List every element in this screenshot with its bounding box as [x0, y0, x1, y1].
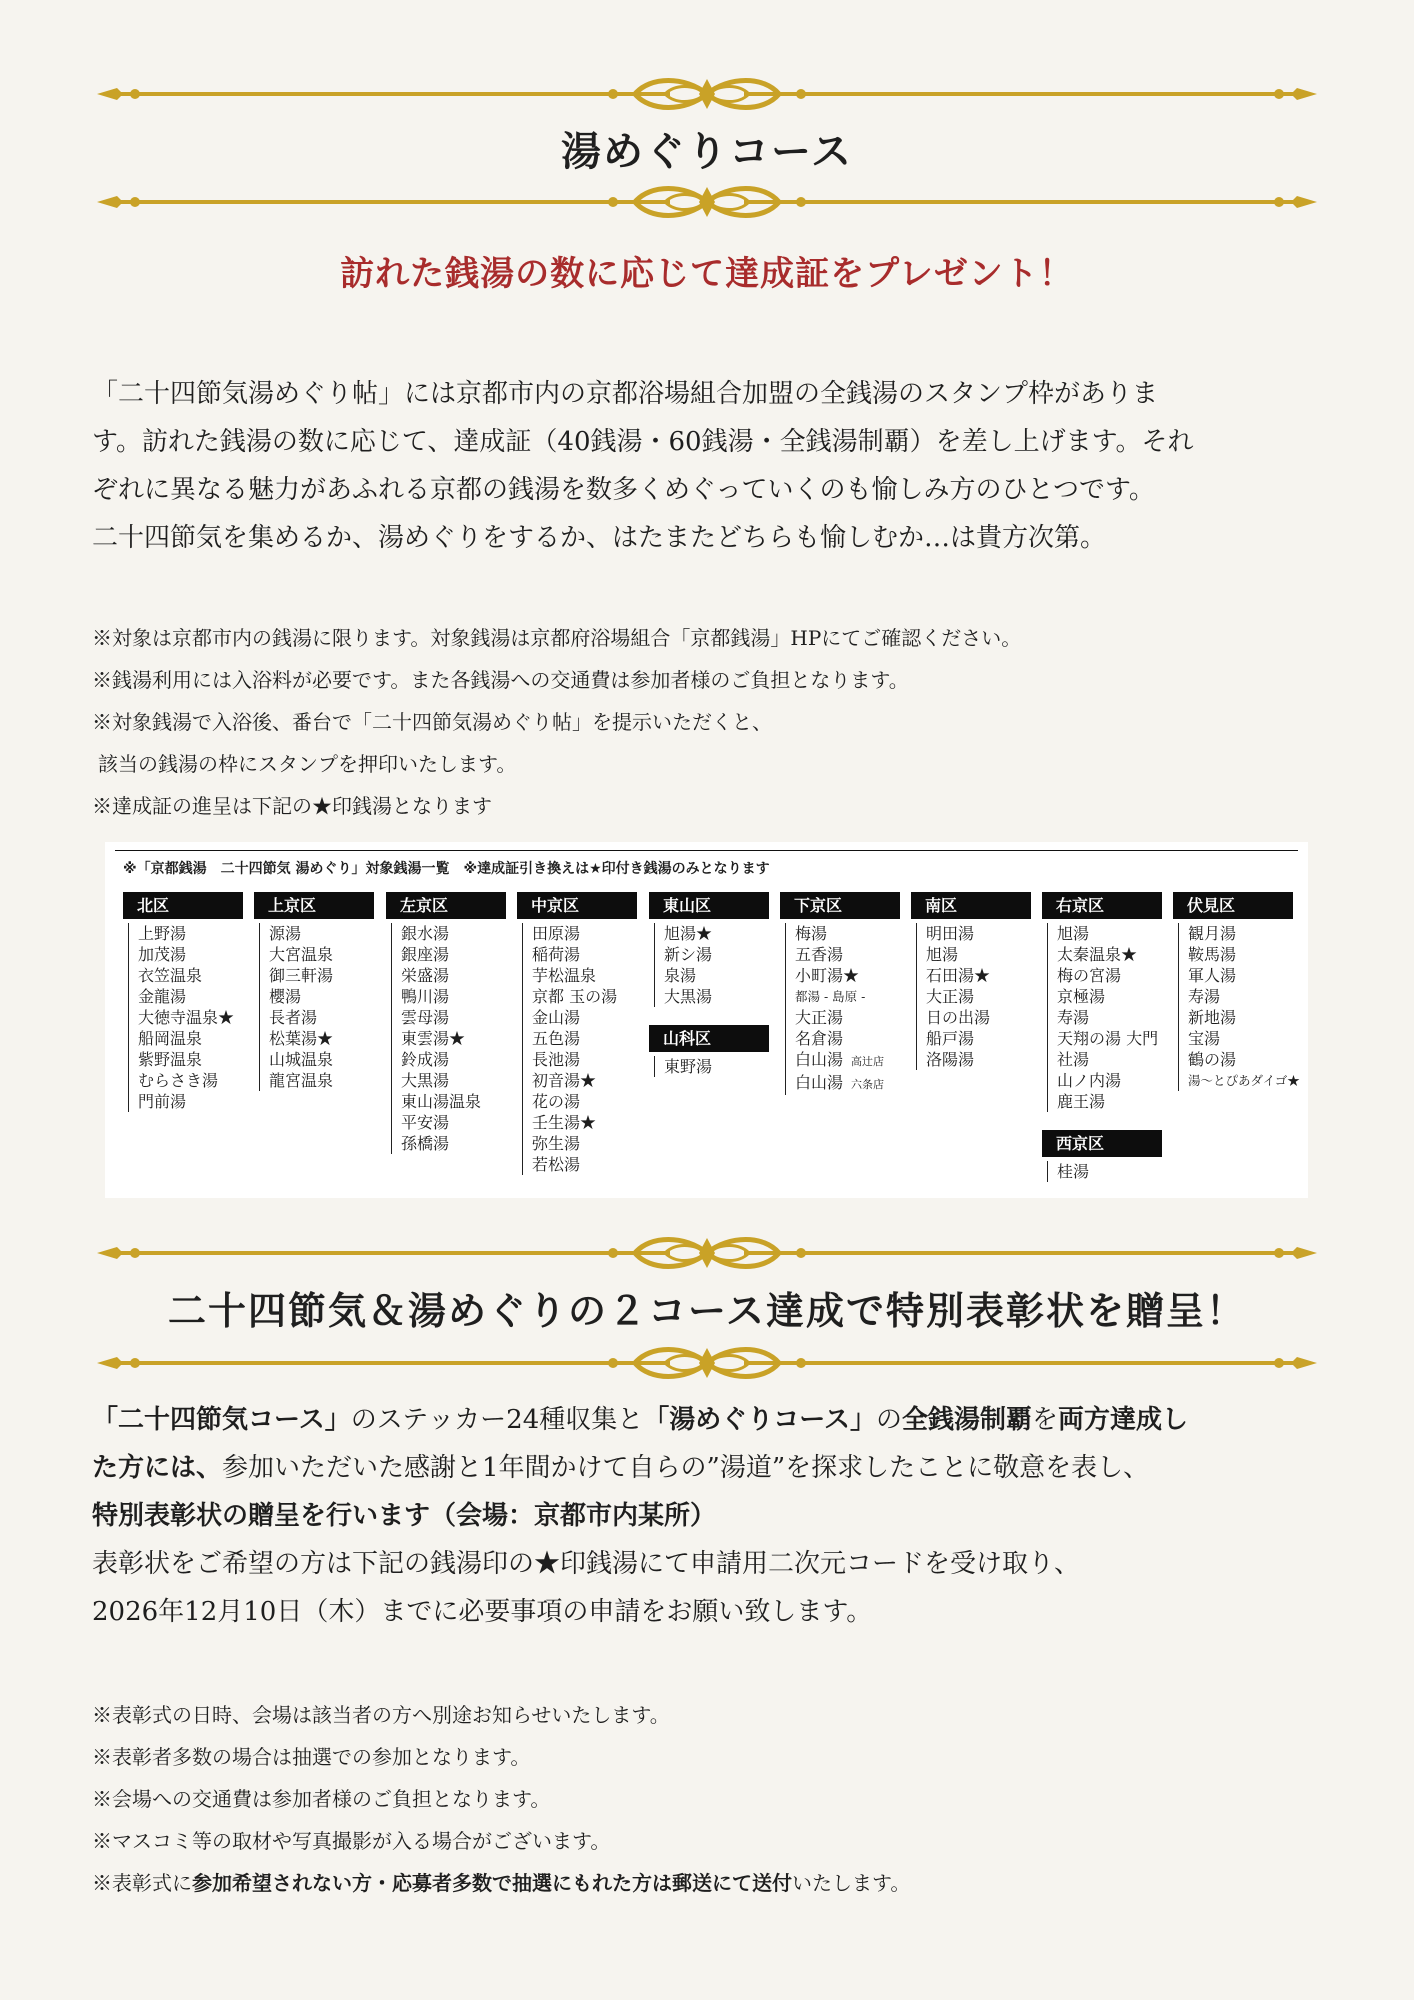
bath-name: 五香湯 — [795, 945, 844, 964]
bold-text: た方には、 — [92, 1453, 223, 1483]
bath-name: 櫻湯 — [269, 987, 302, 1006]
bath-name: 門前湯 — [138, 1092, 187, 1111]
text-span: を — [1032, 1405, 1059, 1435]
bath-name: 御三軒湯 — [269, 966, 334, 985]
bath-name: 洛陽湯 — [926, 1050, 975, 1069]
bath-name: 寿湯 — [1057, 1008, 1090, 1027]
bath-name: 社湯 — [1057, 1050, 1090, 1069]
ward-header: 山科区 — [649, 1025, 769, 1052]
bath-name: 京都 玉の湯 — [532, 987, 618, 1006]
bath-list — [654, 1056, 769, 1077]
ward-header: 伏見区 — [1173, 892, 1293, 919]
bath-name: 壬生湯★ — [532, 1113, 597, 1132]
ward-column-nakagyo — [517, 892, 637, 1175]
ward-column-fushimi — [1173, 892, 1300, 1091]
bath-name: 長者湯 — [269, 1008, 318, 1027]
gold-ornament-divider — [95, 182, 1319, 222]
bath-name: 太秦温泉★ — [1057, 945, 1138, 964]
section-subtitle: 訪れた銭湯の数に応じて達成証をプレゼント！ — [340, 254, 1074, 294]
bath-name — [795, 1049, 900, 1072]
bath-list — [259, 923, 374, 1091]
bath-name: 長池湯 — [532, 1050, 581, 1069]
text-line — [92, 1492, 1342, 1540]
bath-list — [522, 923, 637, 1175]
bath-name: 加茂湯 — [138, 945, 187, 964]
bath-name: 稲荷湯 — [532, 945, 581, 964]
text-line — [92, 1396, 1342, 1444]
bath-name: 東山湯温泉 — [401, 1092, 482, 1111]
note-item: ※表彰者多数の場合は抽選での参加となります。 — [92, 1745, 531, 1769]
bath-name: 観月湯 — [1188, 924, 1237, 943]
bold-text: 「湯めぐりコース」 — [643, 1405, 876, 1435]
bath-list — [785, 923, 900, 1095]
note-item: ※達成証の進呈は下記の★印銭湯となります — [92, 794, 492, 818]
bath-name: 鶴の湯 — [1188, 1050, 1237, 1069]
bold-text: 「二十四節気コース」 — [92, 1405, 351, 1435]
text-span: ※表彰式に — [92, 1871, 192, 1895]
note-item: ※会場への交通費は参加者様のご負担となります。 — [92, 1787, 551, 1811]
bath-name: 芋松温泉 — [532, 966, 597, 985]
award-notes-list — [92, 1694, 1342, 1904]
text-line: 表彰状をご希望の方は下記の銭湯印の★印銭湯にて申請用二次元コードを受け取り、 — [92, 1549, 1081, 1579]
bath-name: 東雲湯★ — [401, 1029, 466, 1048]
gold-ornament-divider — [95, 1233, 1319, 1273]
bath-name: 旭湯 — [926, 945, 959, 964]
bath-name: 天翔の湯 大門 — [1057, 1029, 1159, 1048]
bath-name: 銀水湯 — [401, 924, 450, 943]
bath-name: 宝湯 — [1188, 1029, 1221, 1048]
bath-name: 東野湯 — [664, 1057, 713, 1076]
bath-name: 旭湯 — [1057, 924, 1090, 943]
ward-header: 南区 — [911, 892, 1031, 919]
bath-name: 明田湯 — [926, 924, 975, 943]
bath-list — [916, 923, 1031, 1070]
sento-list-table — [105, 842, 1308, 1198]
note-item: ※対象銭湯で入浴後、番台で「二十四節気湯めぐり帖」を提示いただくと、 — [92, 710, 772, 734]
bath-name: 源湯 — [269, 924, 302, 943]
section-title-yumeguri: 湯めぐりコース — [561, 128, 853, 175]
bath-name: 紫野温泉 — [138, 1050, 203, 1069]
bath-name: 栄盛湯 — [401, 966, 450, 985]
bath-list — [1178, 923, 1300, 1091]
bath-name: 旭湯★ — [664, 924, 713, 943]
bath-branch: 六条店 — [851, 1078, 885, 1091]
bath-name: 平安湯 — [401, 1113, 450, 1132]
ward-column-higashiyama — [649, 892, 769, 1007]
bold-text: 参加希望されない方・応募者多数で抽選にもれた方は郵送にて送付 — [192, 1871, 792, 1895]
bath-name: 金山湯 — [532, 1008, 581, 1027]
notes-list — [92, 617, 1342, 827]
note-item: ※銭湯利用には入浴料が必要です。また各銭湯への交通費は参加者様のご負担となります。 — [92, 668, 909, 692]
text-line: 「二十四節気湯めぐり帖」には京都市内の京都浴場組合加盟の全銭湯のスタンプ枠がありま — [92, 379, 1159, 409]
bath-name: 孫橋湯 — [401, 1134, 450, 1153]
bath-name: 日の出湯 — [926, 1008, 991, 1027]
note-item: 該当の銭湯の枠にスタンプを押印いたします。 — [98, 752, 517, 776]
bath-name: 都湯 - 島原 - — [795, 989, 866, 1004]
bath-list — [1047, 1161, 1162, 1182]
bath-name: 泉湯 — [664, 966, 697, 985]
ward-column-sakyo — [386, 892, 506, 1154]
text-span: 参加いただいた感謝と1年間かけて自らの”湯道”を探求したことに敬意を表し、 — [222, 1453, 1150, 1483]
section-title-special-award: 二十四節気＆湯めぐりの２コース達成で特別表彰状を贈呈！ — [167, 1288, 1247, 1333]
text-line: 2026年12月10日（木）までに必要事項の申請をお願い致します。 — [92, 1597, 873, 1627]
bath-name: 鞍馬湯 — [1188, 945, 1237, 964]
bold-text: 両方達成し — [1058, 1405, 1189, 1435]
note-item: ※マスコミ等の取材や写真撮影が入る場合がございます。 — [92, 1829, 611, 1853]
bath-name: 金龍湯 — [138, 987, 187, 1006]
ward-header: 左京区 — [386, 892, 506, 919]
bath-name: 山城温泉 — [269, 1050, 334, 1069]
intro-paragraph — [92, 370, 1342, 562]
bath-name: 梅の宮湯 — [1057, 966, 1122, 985]
ward-column-kita — [123, 892, 243, 1112]
bold-text: 全銭湯制覇 — [902, 1405, 1033, 1435]
bath-name: 鈴成湯 — [401, 1050, 450, 1069]
note-item: ※表彰式の日時、会場は該当者の方へ別途お知らせいたします。 — [92, 1703, 670, 1727]
bath-name: 船岡温泉 — [138, 1029, 203, 1048]
note-item: ※対象は京都市内の銭湯に限ります。対象銭湯は京都府浴場組合「京都銭湯」HPにてご確認ください。 — [92, 626, 1022, 650]
bath-name-text: 白山湯 — [795, 1073, 844, 1092]
bath-name: 大黒湯 — [401, 1071, 450, 1090]
text-line: 二十四節気を集めるか、湯めぐりをするか、はたまたどちらも愉しむか…は貴方次第。 — [92, 523, 1107, 553]
ward-header: 西京区 — [1042, 1130, 1162, 1157]
bath-name: 小町湯★ — [795, 966, 860, 985]
ward-column-yamashina — [649, 1025, 769, 1077]
bath-name: 松葉湯★ — [269, 1029, 334, 1048]
bath-name: 京極湯 — [1057, 987, 1106, 1006]
ward-header: 上京区 — [254, 892, 374, 919]
bath-list — [391, 923, 506, 1154]
text-span: の — [875, 1405, 902, 1435]
bath-name: 弥生湯 — [532, 1134, 581, 1153]
bath-name: 船戸湯 — [926, 1029, 975, 1048]
bath-name: 鹿王湯 — [1057, 1092, 1106, 1111]
bath-name: 衣笠温泉 — [138, 966, 203, 985]
bath-name: 龍宮温泉 — [269, 1071, 334, 1090]
ward-column-minami — [911, 892, 1031, 1070]
text-line: す。訪れた銭湯の数に応じて、達成証（40銭湯・60銭湯・全銭湯制覇）を差し上げます。それ — [92, 427, 1194, 457]
bath-name: 寿湯 — [1188, 987, 1221, 1006]
bath-name: 名倉湯 — [795, 1029, 844, 1048]
ward-column-nishikyo — [1042, 1130, 1162, 1182]
text-line — [92, 1444, 1342, 1492]
bath-name: むらさき湯 — [138, 1071, 219, 1090]
ward-header: 中京区 — [517, 892, 637, 919]
bold-text: （会場：京都市内某所） — [430, 1501, 717, 1531]
bath-name: 桂湯 — [1057, 1162, 1090, 1181]
table-heading: ※「京都銭湯 二十四節気 湯めぐり」対象銭湯一覧 ※達成証引き換えは★印付き銭湯のみとなります — [123, 861, 770, 877]
bath-name: 山ノ内湯 — [1057, 1071, 1122, 1090]
bath-list — [128, 923, 243, 1112]
bath-branch: 高辻店 — [851, 1055, 885, 1068]
bath-list — [654, 923, 769, 1007]
bath-list — [1047, 923, 1162, 1112]
bath-name: 上野湯 — [138, 924, 187, 943]
ward-column-kamigyo — [254, 892, 374, 1091]
ward-column-shimogyo — [780, 892, 900, 1095]
bath-name — [795, 1072, 900, 1095]
bath-name: 軍人湯 — [1188, 966, 1237, 985]
bath-name: 新シ湯 — [664, 945, 713, 964]
ward-column-ukyo — [1042, 892, 1162, 1112]
bath-name: 雲母湯 — [401, 1008, 450, 1027]
bath-name: 石田湯★ — [926, 966, 991, 985]
bath-name: 大正湯 — [795, 1008, 844, 1027]
text-span: いたします。 — [792, 1871, 911, 1895]
text-span: のステッカー24種収集と — [350, 1405, 644, 1435]
bath-name: 花の湯 — [532, 1092, 581, 1111]
bath-name: 大宮温泉 — [269, 945, 334, 964]
bath-name: 大正湯 — [926, 987, 975, 1006]
bath-name: 初音湯★ — [532, 1071, 597, 1090]
gold-ornament-divider — [95, 74, 1319, 114]
bath-name: 大黒湯 — [664, 987, 713, 1006]
bath-name: 梅湯 — [795, 924, 828, 943]
ward-header: 東山区 — [649, 892, 769, 919]
bath-name-text: 白山湯 — [795, 1050, 844, 1069]
bath-name: 田原湯 — [532, 924, 581, 943]
bold-text: 特別表彰状の贈呈を行います — [92, 1501, 431, 1531]
bath-name: 新地湯 — [1188, 1008, 1237, 1027]
award-paragraph — [92, 1396, 1342, 1636]
bath-name: 湯〜とぴあダイゴ★ — [1188, 1073, 1300, 1088]
bath-name: 五色湯 — [532, 1029, 581, 1048]
bath-name: 大徳寺温泉★ — [138, 1008, 235, 1027]
gold-ornament-divider — [95, 1343, 1319, 1383]
table-top-rule — [115, 850, 1298, 851]
bath-name: 若松湯 — [532, 1155, 581, 1174]
bath-name: 銀座湯 — [401, 945, 450, 964]
note-item — [92, 1862, 1342, 1904]
bath-name: 鴨川湯 — [401, 987, 450, 1006]
ward-header: 右京区 — [1042, 892, 1162, 919]
ward-header: 北区 — [123, 892, 243, 919]
text-line: ぞれに異なる魅力があふれる京都の銭湯を数多くめぐっていくのも愉しみ方のひとつです。 — [92, 475, 1155, 505]
ward-header: 下京区 — [780, 892, 900, 919]
